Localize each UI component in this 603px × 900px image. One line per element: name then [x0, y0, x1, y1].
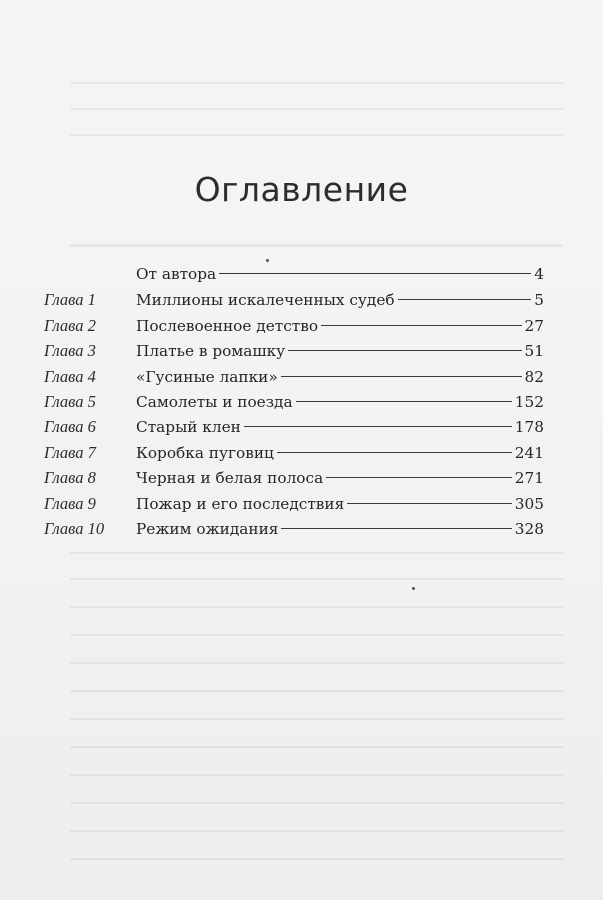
- toc-chapter-label: Глава 6: [44, 417, 96, 437]
- toc-entry-title: От автора: [136, 265, 217, 283]
- toc-entry-title: Миллионы искалеченных судеб: [136, 291, 395, 310]
- page-title: Оглавление: [194, 170, 409, 209]
- toc-page-number: 271: [514, 469, 544, 488]
- toc-page-number: 305: [514, 494, 544, 513]
- toc-leader-line: [277, 452, 512, 453]
- toc-row: [44, 338, 544, 363]
- toc-row: [44, 389, 544, 414]
- bleed-through-line: [70, 552, 563, 554]
- toc-chapter-label: Глава 4: [44, 366, 96, 386]
- bleed-through-line: [70, 802, 563, 804]
- toc-row: [44, 414, 544, 439]
- toc-chapter-label: Глава 9: [44, 493, 96, 513]
- table-of-contents: [44, 262, 544, 541]
- toc-row: [44, 465, 544, 490]
- toc-entry-title: Платье в ромашку: [136, 342, 286, 361]
- bleed-through-line: [70, 134, 563, 136]
- toc-leader-line: [296, 401, 512, 402]
- toc-row: [44, 491, 544, 516]
- toc-page-number: 328: [514, 519, 544, 538]
- toc-leader-line: [281, 376, 522, 377]
- toc-row: [44, 516, 544, 541]
- toc-chapter-label: Глава 7: [44, 442, 96, 462]
- bleed-through-line: [70, 830, 563, 832]
- bleed-through-line: [70, 634, 563, 636]
- toc-page-number: 5: [534, 291, 544, 310]
- toc-leader-line: [321, 325, 521, 326]
- toc-chapter-label: Глава 5: [44, 391, 96, 411]
- bleed-through-line: [70, 690, 563, 692]
- toc-entry-title: Коробка пуговиц: [136, 443, 274, 462]
- bleed-through-line: [70, 662, 563, 664]
- toc-chapter-label: Глава 2: [44, 315, 96, 335]
- bleed-through-line: [70, 578, 563, 580]
- toc-page-number: 27: [524, 316, 544, 335]
- toc-entry-title: Пожар и его последствия: [136, 494, 345, 513]
- toc-chapter-label: Глава 3: [44, 341, 96, 361]
- toc-entry-title: Старый клен: [136, 418, 241, 437]
- toc-chapter-label: Глава 8: [44, 468, 96, 488]
- bleed-through-line: [70, 606, 563, 608]
- toc-page-number: 241: [514, 443, 544, 462]
- toc-leader-line: [347, 503, 512, 504]
- bleed-through-line: [70, 774, 563, 776]
- toc-row: [44, 364, 544, 389]
- toc-page-number: 152: [514, 392, 544, 411]
- toc-row: [44, 287, 544, 312]
- toc-entry-title: Самолеты и поезда: [136, 392, 293, 411]
- page-speck: [412, 587, 415, 590]
- toc-entry-title: «Гусиные лапки»: [136, 367, 278, 386]
- toc-leader-line: [244, 426, 512, 427]
- page-speck: [266, 259, 269, 262]
- bleed-through-line: [70, 108, 563, 110]
- bleed-through-line: [70, 82, 563, 84]
- toc-row: [44, 440, 544, 465]
- toc-chapter-label: Глава 1: [44, 290, 96, 310]
- toc-chapter-label: Глава 10: [44, 518, 105, 538]
- toc-row: [44, 262, 544, 287]
- bleed-through-line: [70, 244, 563, 247]
- bleed-through-line: [70, 858, 563, 860]
- toc-leader-line: [288, 350, 521, 351]
- bleed-through-line: [70, 718, 563, 720]
- toc-leader-line: [398, 299, 532, 300]
- toc-entry-title: Режим ожидания: [136, 519, 279, 538]
- bleed-through-line: [70, 746, 563, 748]
- toc-leader-line: [326, 477, 512, 478]
- toc-page-number: 51: [524, 342, 544, 361]
- toc-entry-title: Послевоенное детство: [136, 316, 319, 335]
- toc-page-number: 82: [524, 367, 544, 386]
- toc-leader-line: [219, 273, 531, 274]
- toc-row: [44, 313, 544, 338]
- toc-leader-line: [281, 528, 511, 529]
- toc-entry-title: Черная и белая полоса: [136, 469, 324, 488]
- toc-page-number: 178: [514, 418, 544, 437]
- toc-page-number: 4: [534, 265, 544, 283]
